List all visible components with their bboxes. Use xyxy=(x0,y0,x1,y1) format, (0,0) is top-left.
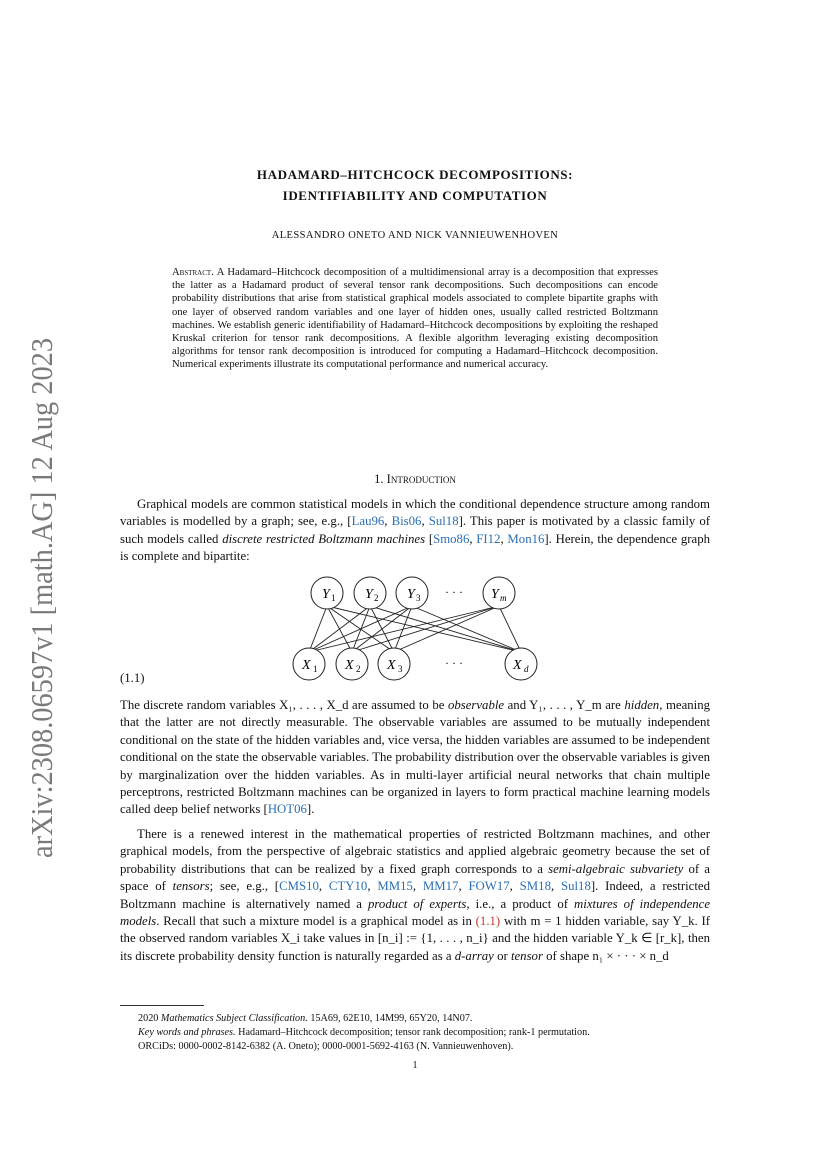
footnote-msc-year: 2020 xyxy=(138,1013,161,1024)
svg-text:X: X xyxy=(345,658,354,673)
svg-text:X: X xyxy=(513,658,522,673)
svg-text:X: X xyxy=(387,658,396,673)
p3-emphasis-1: semi-algebraic subvariety xyxy=(548,861,684,876)
p2-text-a: The discrete random variables X₁, . . . , X_d are assumed to be xyxy=(120,698,448,712)
section-heading xyxy=(120,472,710,487)
footnote-keywords xyxy=(138,1026,710,1040)
p3-emphasis-4: mixtures of independence models xyxy=(120,896,711,929)
svg-text:1: 1 xyxy=(313,664,318,674)
svg-text:X: X xyxy=(302,658,311,673)
footnote-rule xyxy=(120,1005,204,1006)
svg-text:3: 3 xyxy=(416,593,421,603)
node-x3 xyxy=(378,648,410,680)
svg-text:2: 2 xyxy=(356,664,361,674)
bipartite-graph-diagram xyxy=(120,574,710,682)
citation-cms10[interactable]: CMS10 xyxy=(279,879,319,894)
citation-fi12[interactable]: FI12 xyxy=(476,531,501,546)
p3-text-f: . Recall that such a mixture model is a graphical model as in xyxy=(156,914,476,929)
section-number: 1. xyxy=(374,472,384,486)
footnote-msc xyxy=(138,1012,710,1026)
svg-text:1: 1 xyxy=(331,593,336,603)
p3-text-c: ; see, e.g., [ xyxy=(209,879,280,894)
p1-text-b: ]. This paper is motivated by a classic family of such models called xyxy=(120,514,710,546)
citation-sul18[interactable]: Sul18 xyxy=(428,514,459,529)
citation-mm15[interactable]: MM15 xyxy=(377,879,413,894)
footnote-msc-codes: 15A69, 62E10, 14M99, 65Y20, 14N07. xyxy=(307,1013,473,1024)
p3-text-b: of a space of xyxy=(120,861,710,894)
abstract-text: A Hadamard–Hitchcock decomposition of a multidimensional array is a decomposition that expresses the latter as a Hadamard product of several tensor rank decompositions. Such decompositions can encode probability distributions that arise from statistical graphical models associated to complete bipartite graphs with one layer of observed random variables and one layer of hidden ones, usually called restricted Boltzmann machines. We establish generic identifiability of Hadamard–Hitchcock decompositions by exploiting the reshaped Kruskal criterion for tensor rank decompositions. A flexible algorithm leveraging existing decomposition algorithms for tensor rank decomposition is introduced for computing a Hadamard–Hitchcock decomposition. Numerical experiments illustrate its computational performance and numerical accuracy. xyxy=(172,267,658,371)
svg-text:Y: Y xyxy=(322,587,330,602)
p3-emphasis-5: d-array xyxy=(454,948,494,963)
p3-text-g: with m = 1 hidden variable, say Y_k. If the observed random variables X_i take values in [n_i] := {1, . . . , n_i} and the hidden variable Y_k ∈ [r_k], then its discrete probability density function is naturally regarded as a xyxy=(120,914,710,963)
abstract xyxy=(172,266,658,372)
p1-sep-4: , xyxy=(500,531,508,546)
p2-emphasis-2: hidden xyxy=(624,698,660,712)
title-line-1: HADAMARD–HITCHCOCK DECOMPOSITIONS: xyxy=(256,167,574,182)
svg-text:3: 3 xyxy=(398,664,403,674)
svg-text:d: d xyxy=(524,664,529,674)
p1-sep-3: , xyxy=(469,531,477,546)
p3-text-e: , i.e., a product of xyxy=(466,896,575,911)
p1-sep-2: , xyxy=(421,514,429,529)
paragraph-2 xyxy=(120,697,710,819)
svg-text:Y: Y xyxy=(407,587,415,602)
node-ym xyxy=(483,577,515,609)
p3-sep-5: , xyxy=(509,879,520,894)
page-number: 1 xyxy=(412,1060,418,1071)
node-y3 xyxy=(396,577,428,609)
p2-text-d: ]. xyxy=(306,802,315,817)
svg-text:m: m xyxy=(500,593,507,603)
svg-text:Y: Y xyxy=(491,587,499,602)
footnote-msc-label: Mathematics Subject Classification. xyxy=(160,1013,308,1024)
p3-text-a: There is a renewed interest in the mathematical properties of restricted Boltzmann machines, and other graphical models, from the perspective of algebraic statistics and applied algebraic geometry because the set of probability distributions that can be realized by a fixed graph corresponds to a xyxy=(120,827,710,876)
abstract-label: Abstract. xyxy=(172,267,214,278)
node-xd xyxy=(505,648,537,680)
p3-sep-3: , xyxy=(412,879,423,894)
p1-text-a: Graphical models are common statistical models in which the conditional dependence structure among random variables is modelled by a graph; see, e.g., [ xyxy=(120,497,710,529)
paper-title xyxy=(120,164,710,206)
p2-emphasis-1: observable xyxy=(447,698,505,712)
equation-label: (1.1) xyxy=(120,671,145,685)
svg-text:Y: Y xyxy=(365,587,373,602)
p1-sep-1: , xyxy=(384,514,392,529)
footnote-orcid: ORCiDs: 0000-0002-8142-6382 (A. Oneto); 0000-0001-5692-4163 (N. Vannieuwenhoven). xyxy=(138,1041,514,1052)
p3-sep-1: , xyxy=(318,879,329,894)
node-y2 xyxy=(354,577,386,609)
node-x2 xyxy=(336,648,368,680)
node-y1 xyxy=(311,577,343,609)
arxiv-stamp xyxy=(14,338,64,858)
citation-bis06[interactable]: Bis06 xyxy=(391,514,422,529)
citation-fow17[interactable]: FOW17 xyxy=(468,879,510,894)
node-x1 xyxy=(293,648,325,680)
p3-sep-6: , xyxy=(550,879,561,894)
citation-mon16[interactable]: Mon16 xyxy=(507,531,545,546)
p3-sep-4: , xyxy=(458,879,469,894)
p3-sep-2: , xyxy=(367,879,378,894)
svg-text:2: 2 xyxy=(374,593,379,603)
section-title: Introduction xyxy=(386,472,456,486)
paragraph-3 xyxy=(120,826,710,965)
citation-sul18-2[interactable]: Sul18 xyxy=(560,879,591,894)
p3-text-d: ]. Indeed, a restricted Boltzmann machine is alternatively named a xyxy=(120,879,710,911)
p3-text-i: of shape n₁ × · · · × n_d xyxy=(542,948,669,963)
p3-text-h: or xyxy=(493,948,511,963)
p3-emphasis-6: tensor xyxy=(510,948,543,963)
paragraph-1 xyxy=(120,496,710,566)
p1-text-d: ]. Herein, the dependence graph is complete and bipartite: xyxy=(120,531,710,564)
citation-hot06[interactable]: HOT06 xyxy=(267,802,307,817)
p1-emphasis: discrete restricted Boltzmann machines xyxy=(222,531,426,546)
arxiv-stamp-text: arXiv:2308.06597v1 [math.AG] 12 Aug 2023 xyxy=(24,338,59,858)
citation-mm17[interactable]: MM17 xyxy=(422,879,459,894)
citation-sm18[interactable]: SM18 xyxy=(519,879,551,894)
p3-emphasis-2: tensors xyxy=(172,879,210,894)
observed-dots: · · · xyxy=(445,656,463,670)
p2-text-c: , meaning that the latter are not directly measurable. The observable variables are assumed to be mutually independent conditional on the state of the hidden variables and, vice versa, the hidden variables are assumed to be independent conditional on the state the observable variables. The probability distribution over the observable variables is given by marginalization over the hidden variables. As in multi-layer artificial neural networks that chain multiple perceptrons, restricted Boltzmann machines can be organized in layers to form practical machine learning models called deep belief networks [ xyxy=(120,698,711,817)
hidden-dots: · · · xyxy=(445,585,463,599)
p2-text-b: and Y₁, . . . , Y_m are xyxy=(504,698,625,712)
title-line-2: IDENTIFIABILITY AND COMPUTATION xyxy=(282,188,548,203)
footnote-keywords-label: Key words and phrases. xyxy=(138,1027,236,1038)
citation-smo86[interactable]: Smo86 xyxy=(433,531,470,546)
p3-emphasis-3: product of experts xyxy=(368,896,467,911)
graph-edges xyxy=(309,606,521,652)
footnote-keywords-text: Hadamard–Hitchcock decomposition; tensor rank decomposition; rank-1 permutation. xyxy=(235,1027,590,1038)
citation-cty10[interactable]: CTY10 xyxy=(328,879,368,894)
citation-lau96[interactable]: Lau96 xyxy=(351,514,385,529)
equation-reference[interactable]: (1.1) xyxy=(475,914,501,929)
p1-text-c: [ xyxy=(425,531,434,546)
authors: ALESSANDRO ONETO AND NICK VANNIEUWENHOVEN xyxy=(271,230,559,241)
